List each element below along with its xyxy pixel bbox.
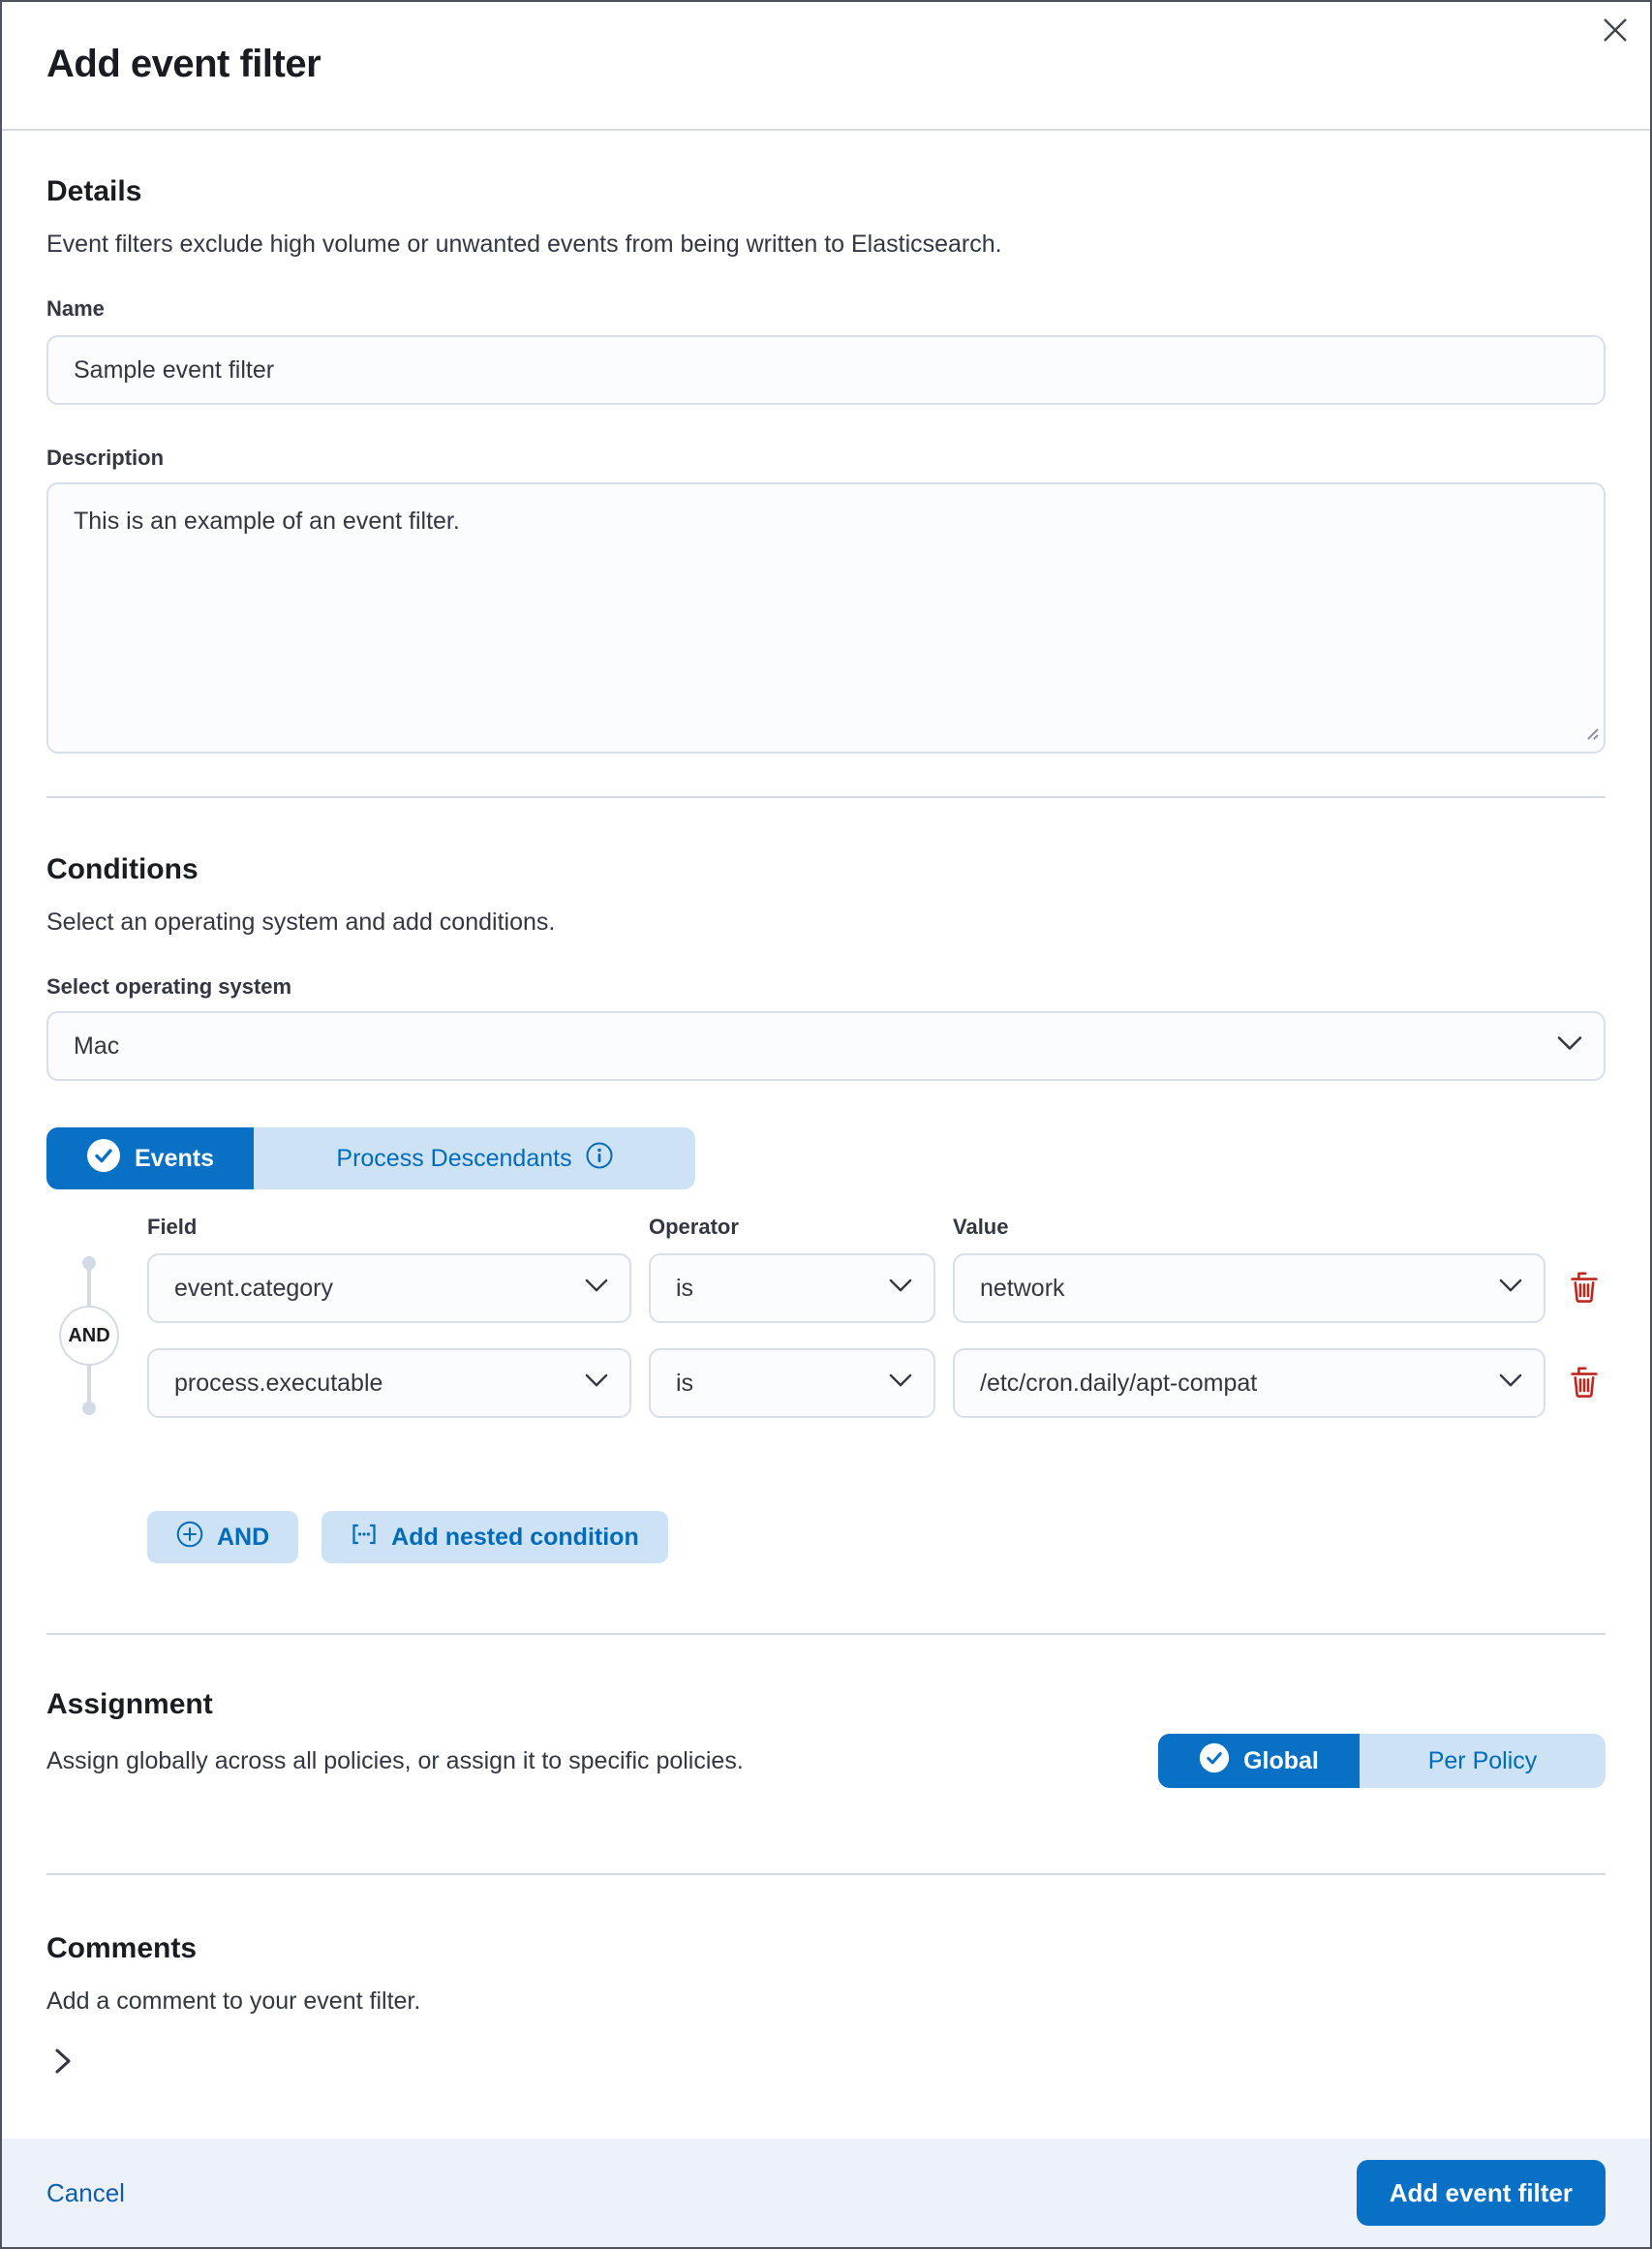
name-label: Name [46,296,105,321]
modal-header [2,2,1650,131]
os-select-value: Mac [74,1032,120,1060]
add-and-condition-label: AND [217,1523,270,1551]
comments-heading: Comments [46,1932,198,1964]
details-description: Event filters exclude high volume or unwanted events from being written to Elasticsearch. [46,231,1002,258]
trash-icon [1569,1271,1600,1307]
modal-footer [2,2139,1650,2247]
info-icon [586,1142,613,1176]
value-column-header: Value [953,1215,1009,1239]
comments-description: Add a comment to your event filter. [46,1987,421,2015]
operator-select[interactable]: is [649,1253,935,1323]
assignment-toggle [1158,1734,1606,1788]
field-select[interactable]: event.category [147,1253,631,1323]
condition-column-headers [46,1215,1606,1240]
conditions-section [46,852,1606,1635]
condition-type-tabs [46,1127,695,1189]
value-select[interactable]: network [953,1253,1545,1323]
selected-check-icon [1199,1742,1230,1780]
modal-body [2,131,1650,2079]
selected-check-icon [86,1138,121,1180]
and-connector-badge: AND [59,1306,119,1366]
cancel-button[interactable]: Cancel [46,2177,125,2207]
section-divider [46,1633,1606,1635]
comments-section [46,1931,1606,2079]
toggle-per-policy[interactable] [1360,1734,1606,1788]
chevron-right-icon [50,2047,76,2079]
operator-column-header: Operator [649,1215,739,1239]
close-icon [1602,16,1629,46]
details-section [46,174,1606,798]
trash-icon [1569,1366,1600,1402]
tab-process-descendants[interactable] [254,1127,695,1189]
details-heading: Details [46,175,142,207]
delete-condition-button[interactable] [1563,1253,1606,1323]
comments-accordion-toggle[interactable] [50,2046,89,2079]
condition-row [147,1253,1606,1323]
assignment-section [46,1687,1606,1875]
field-select[interactable]: process.executable [147,1348,631,1418]
condition-rows [46,1253,1606,1418]
add-event-filter-button[interactable]: Add event filter [1357,2160,1606,2226]
os-select-label: Select operating system [46,974,292,999]
conditions-heading: Conditions [46,853,199,885]
os-select[interactable] [46,1011,1606,1081]
assignment-description: Assign globally across all policies, or assign it to specific policies. [46,1747,744,1774]
description-textarea[interactable] [46,482,1606,754]
value-select[interactable]: /etc/cron.daily/apt-compat [953,1348,1545,1418]
tab-process-descendants-label: Process Descendants [336,1144,572,1172]
assignment-heading: Assignment [46,1688,213,1720]
nested-icon [351,1521,378,1555]
description-label: Description [46,446,165,470]
add-nested-condition-label: Add nested condition [391,1523,639,1551]
add-and-condition-button[interactable] [147,1511,298,1563]
section-divider [46,796,1606,798]
condition-actions [46,1511,1606,1563]
and-connector [46,1253,147,1418]
tab-events-label: Events [135,1144,214,1172]
plus-circle-icon [176,1521,203,1555]
tab-events[interactable] [46,1127,254,1189]
delete-condition-button[interactable] [1563,1348,1606,1418]
conditions-description: Select an operating system and add conditions. [46,909,556,936]
modal-title: Add event filter [46,43,321,85]
close-button[interactable] [1594,10,1637,52]
toggle-global-label: Global [1243,1746,1319,1774]
operator-select[interactable]: is [649,1348,935,1418]
toggle-per-policy-label: Per Policy [1427,1746,1538,1774]
condition-row [147,1348,1606,1418]
textarea-resize-handle[interactable] [1582,724,1600,746]
toggle-global[interactable] [1158,1734,1360,1788]
field-column-header: Field [147,1215,198,1239]
section-divider [46,1873,1606,1875]
add-nested-condition-button[interactable] [321,1511,668,1563]
name-input[interactable] [46,335,1606,405]
